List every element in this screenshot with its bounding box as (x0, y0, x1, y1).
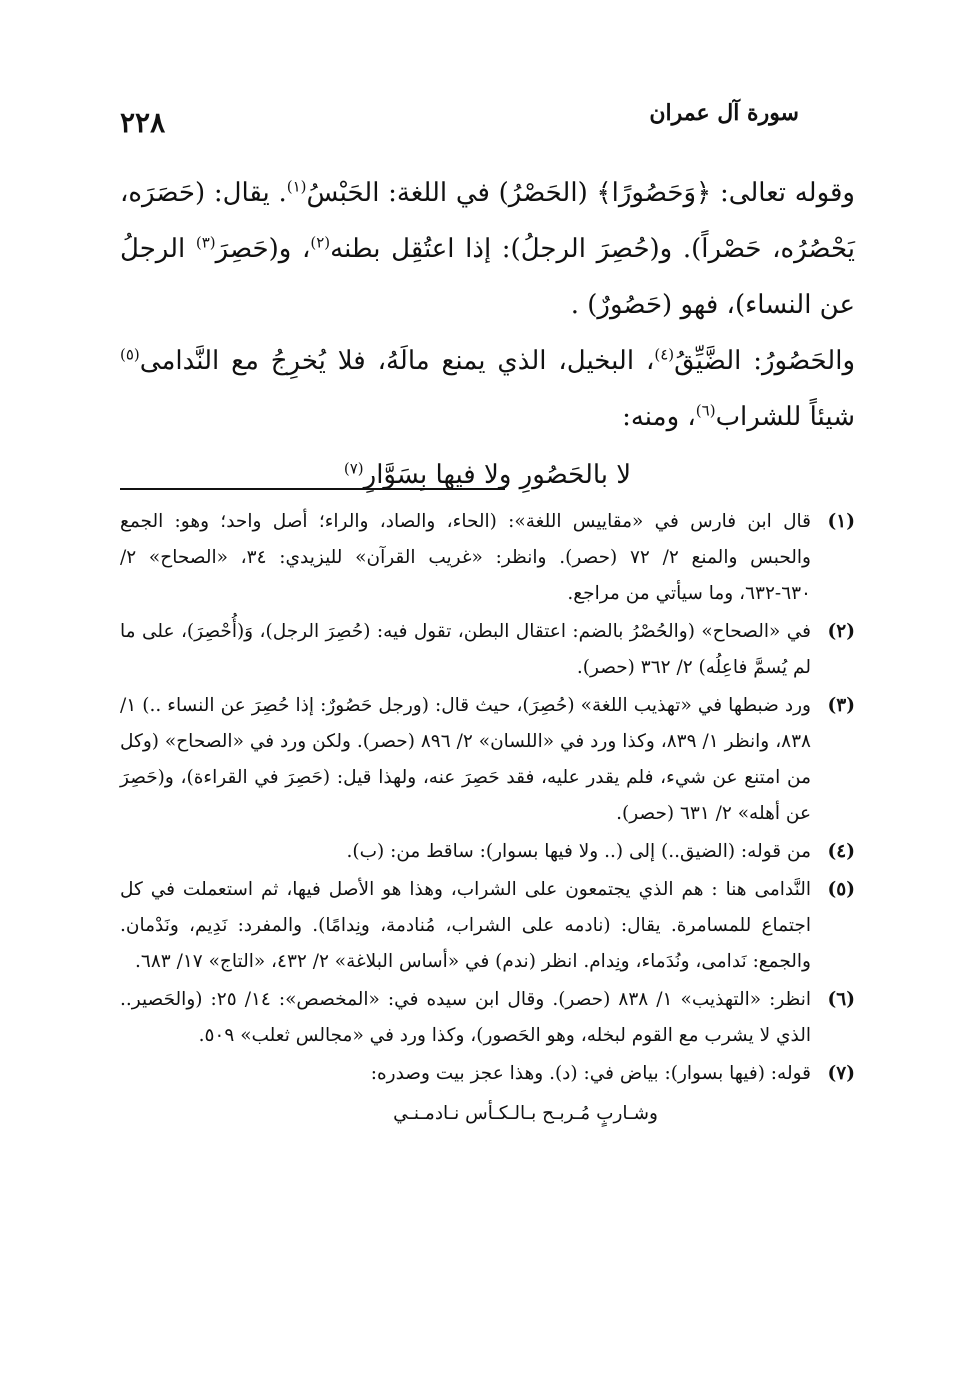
footnote-number: (٣) (827, 695, 855, 716)
footnote (120, 688, 855, 832)
footnote (120, 872, 855, 980)
paragraph (120, 165, 855, 333)
footnote-ref: (٤) (654, 345, 675, 364)
page-number: ٢٢٨ (120, 106, 166, 139)
text-run: ، و(حَصِرَ (215, 234, 311, 264)
main-text (120, 165, 855, 503)
footnote (120, 1056, 855, 1132)
footnote-ref: (٦) (695, 401, 716, 420)
footnote-number: (٥) (827, 879, 855, 900)
footnote-text: النَّدامى هنا : هم الذي يجتمعون على الشراب، وهذا هو الأصل فيها، ثم استعملت في كل اجتماع للمسامرة. يقال: (نادمه على الشراب، مُنادمة، ونِدامًا). والمفرد: نَدِيم، ونَدْمان. والجمع: نَدامى، ونُدَماء، ونِدام. انظر (ندم) في «أساس البلاغة» ٢/ ٤٣٢، «التاج» ١٧/ ٦٨٣. (120, 879, 811, 972)
footnote-body (120, 834, 811, 870)
footnote-body (120, 614, 811, 686)
footnote-number: (٦) (827, 989, 855, 1010)
poetry-verse (120, 447, 855, 503)
footnote-text: في «الصحاح» (والحُصْرُ بالضم: اعتقال البطن، تقول فيه: (حُصِرَ الرجل)، وَ(أُحْصِرَ)، على ما لم يُسمَّ فاعِلُه) ٢/ ٣٦٢ (حصر). (120, 621, 811, 678)
footnote-number: (٧) (827, 1063, 855, 1084)
text-run: وقوله تعالى: ﴿وَحَصُورًا﴾ (الحَصْرُ) في اللغة: الحَبْسُ (306, 178, 855, 208)
footnote (120, 834, 855, 870)
footnote (120, 614, 855, 686)
footnote-ref: (٧) (343, 459, 364, 478)
text-run: لا بالحَصُورِ ولا فيها بِسَوَّارِ (363, 460, 632, 490)
footnote-text: انظر: «التهذيب» ١/ ٨٣٨ (حصر). وقال ابن سيده في: «المخصص»: ١٤/ ٢٥: (والحَصير.. الذي لا يشرب مع القوم لبخله، وهو الحَصور)، وكذا ورد في «مجالس ثعلب» ٥٠٩. (120, 989, 812, 1046)
footnote (120, 504, 855, 612)
footnote-body (120, 504, 811, 612)
text-run: والحَصُورُ: الضَّيِّقُ (674, 346, 855, 376)
footnote-text: من قوله: (الضيق..) إلى (.. ولا فيها بسوار): ساقط من: (ب). (346, 841, 811, 862)
footnote-body (120, 688, 811, 832)
footnote-body (120, 982, 811, 1054)
footnote-number: (١) (827, 511, 855, 532)
text-run: الرجلُ عن النساء)، فهو (حَصُورٌ) . (120, 234, 855, 320)
surah-title: سورة آل عمران (649, 100, 799, 126)
footnote-poem: وشـاربٍ مُـربـح بـالـكـأس نـادمـنـي (393, 1103, 658, 1124)
footnote-separator (120, 488, 505, 490)
footnote-ref: (١) (286, 177, 307, 196)
footnote-text: قال ابن فارس في «مقاييس اللغة»: (الحاء، والصاد، والراء؛ أصل واحد؛ وهو: الجمع والحبس والمنع ٢/ ٧٢ (حصر). وانظر: «غريب القرآن» لليزيدي: ٣٤، «الصحاح» ٢/ ٦٣٠-٦٣٢، وما سيأتي من مراجع. (120, 511, 811, 604)
page-header (120, 96, 855, 146)
footnote-number: (٢) (827, 621, 855, 642)
footnote-ref: (٣) (195, 233, 216, 252)
text-run: ، ومنه: (622, 402, 696, 432)
footnote-ref: (٢) (310, 233, 331, 252)
text-run: . يقال: (حَصَرَه، يَحْصُرُه، حَصْراً). و(حُصِرَ الرجلُ): إذا اعتُقِل بطنه (120, 178, 855, 264)
paragraph (120, 333, 855, 445)
footnote-text: قوله: (فيها بسوار): بياض في: (د). وهذا عجز بيت وصدره: (370, 1063, 811, 1084)
footnotes (120, 504, 855, 1134)
footnote-number: (٤) (827, 841, 855, 862)
footnote-body (120, 872, 811, 980)
footnote (120, 982, 855, 1054)
footnote-ref: (٥) (120, 345, 140, 364)
footnote-body (120, 1056, 811, 1132)
text-run: ، البخيل، الذي يمنع مالَهُ، فلا يُخرِجُ مع النَّدامى (139, 346, 655, 376)
footnote-text: ورد ضبطها في «تهذيب اللغة» (حُصِرَ)، حيث قال: (ورجل حَصُورٌ: إذا حُصِرَ عن النساء ..) ١/ ٨٣٨، وانظر ١/ ٨٣٩، وكذا ورد في «اللسان» ٢/ ٨٩٦ (حصر). ولكن ورد في «الصحاح» (وكل من امتنع عن شيء، فلم يقدر عليه، فقد حَصِرَ عنه، ولهذا قيل: (حَصِرَ في القراءة)، و(حَصِرَ عن أهله» ٢/ ٦٣١ (حصر). (120, 695, 811, 824)
text-run: شيئاً للشراب (715, 402, 855, 432)
